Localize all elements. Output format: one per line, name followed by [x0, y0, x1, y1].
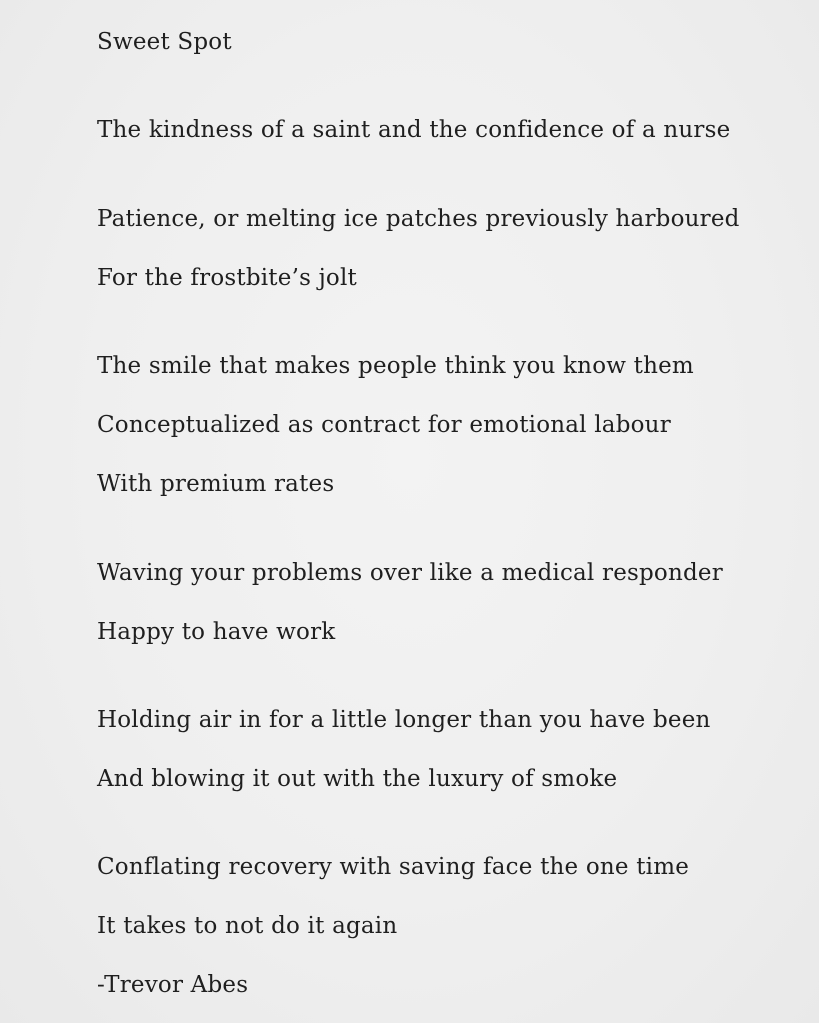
poem-line: Holding air in for a little longer than you have been [97, 707, 711, 733]
poem-line: With premium rates [97, 471, 335, 497]
poem-line: Patience, or melting ice patches previously harboured [97, 206, 740, 232]
poem-line: The kindness of a saint and the confidence of a nurse [97, 117, 731, 143]
poem-author: -Trevor Abes [97, 972, 249, 998]
poem-line: Waving your problems over like a medical responder [97, 560, 723, 586]
poem-title: Sweet Spot [97, 29, 232, 55]
poem-line: Conceptualized as contract for emotional labour [97, 412, 671, 438]
poem-line: The smile that makes people think you know them [97, 353, 694, 379]
poem-line: Happy to have work [97, 619, 336, 645]
poem-line: For the frostbite’s jolt [97, 265, 357, 291]
poem-line: It takes to not do it again [97, 913, 398, 939]
poem-line: Conflating recovery with saving face the one time [97, 854, 690, 880]
poem-line: And blowing it out with the luxury of smoke [97, 766, 618, 792]
